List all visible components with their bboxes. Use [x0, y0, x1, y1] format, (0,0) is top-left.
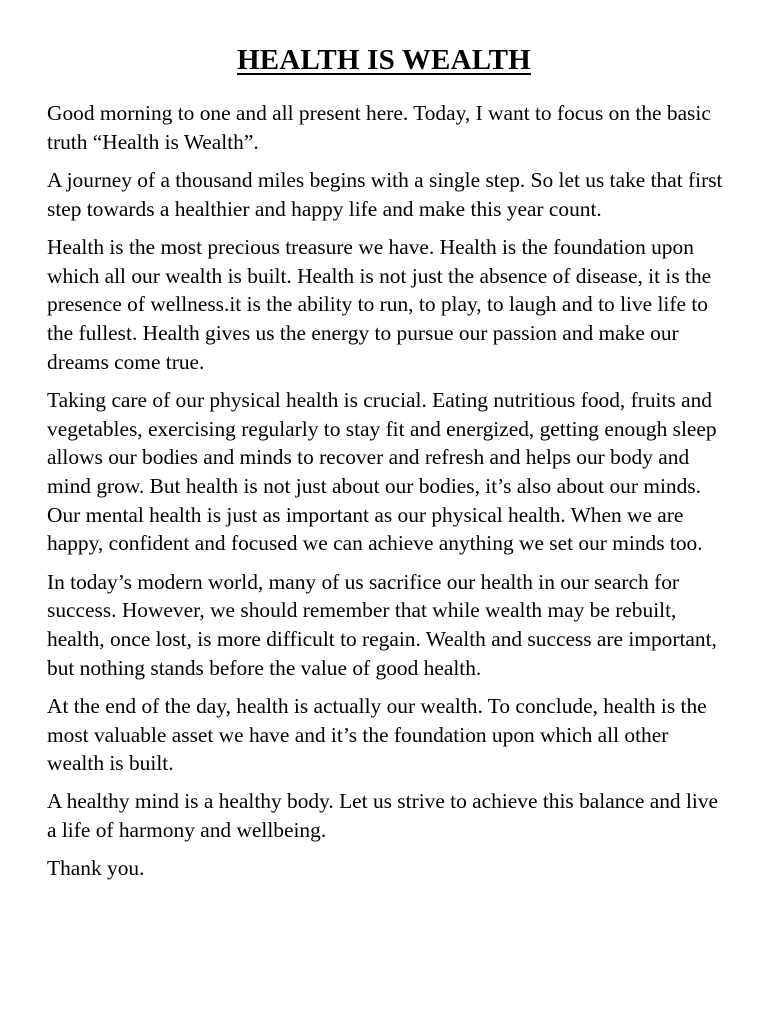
paragraph-modern-world: In today’s modern world, many of us sacrifice our health in our search for success. However, we should remember that while wealth may be rebuilt, health, once lost, is more difficult to regain. Wealth and success are important, but nothing stands before the value of good health. — [47, 569, 717, 680]
paragraph-journey: A journey of a thousand miles begins with a single step. So let us take that first step towards a healthier and happy life and make this year count. — [47, 167, 723, 221]
paragraph-treasure: Health is the most precious treasure we have. Health is the foundation upon which all our wealth is built. Health is not just the absence of disease, it is the presence of wellness.it is the ability to run, to play, to laugh and to live life to the fullest. Health gives us the energy to pursue our passion and make our dreams come true. — [47, 234, 712, 374]
paragraph-conclusion: At the end of the day, health is actually our wealth. To conclude, health is the most valuable asset we have and it’s the foundation upon which all other wealth is built. — [47, 693, 707, 776]
paragraph-greeting: Good morning to one and all present here. Today, I want to focus on the basic truth “Health is Wealth”. — [47, 101, 711, 154]
paragraph-thank-you: Thank you. — [47, 856, 145, 881]
paragraph-healthy-mind: A healthy mind is a healthy body. Let us strive to achieve this balance and live a life of harmony and wellbeing. — [47, 789, 719, 843]
paragraph-physical-health: Taking care of our physical health is crucial. Eating nutritious food, fruits and vegetables, exercising regularly to stay fit and energized, getting enough sleep allows our bodies and minds to recover and refresh and helps our body and mind grow. But health is not just about our bodies, it’s also about our minds. Our mental health is just as important as our physical health. When we are happy, confident and focused we can achieve anything we set our minds too. — [47, 387, 717, 556]
document-title: HEALTH IS WEALTH — [237, 44, 531, 76]
document-body — [47, 99, 727, 893]
